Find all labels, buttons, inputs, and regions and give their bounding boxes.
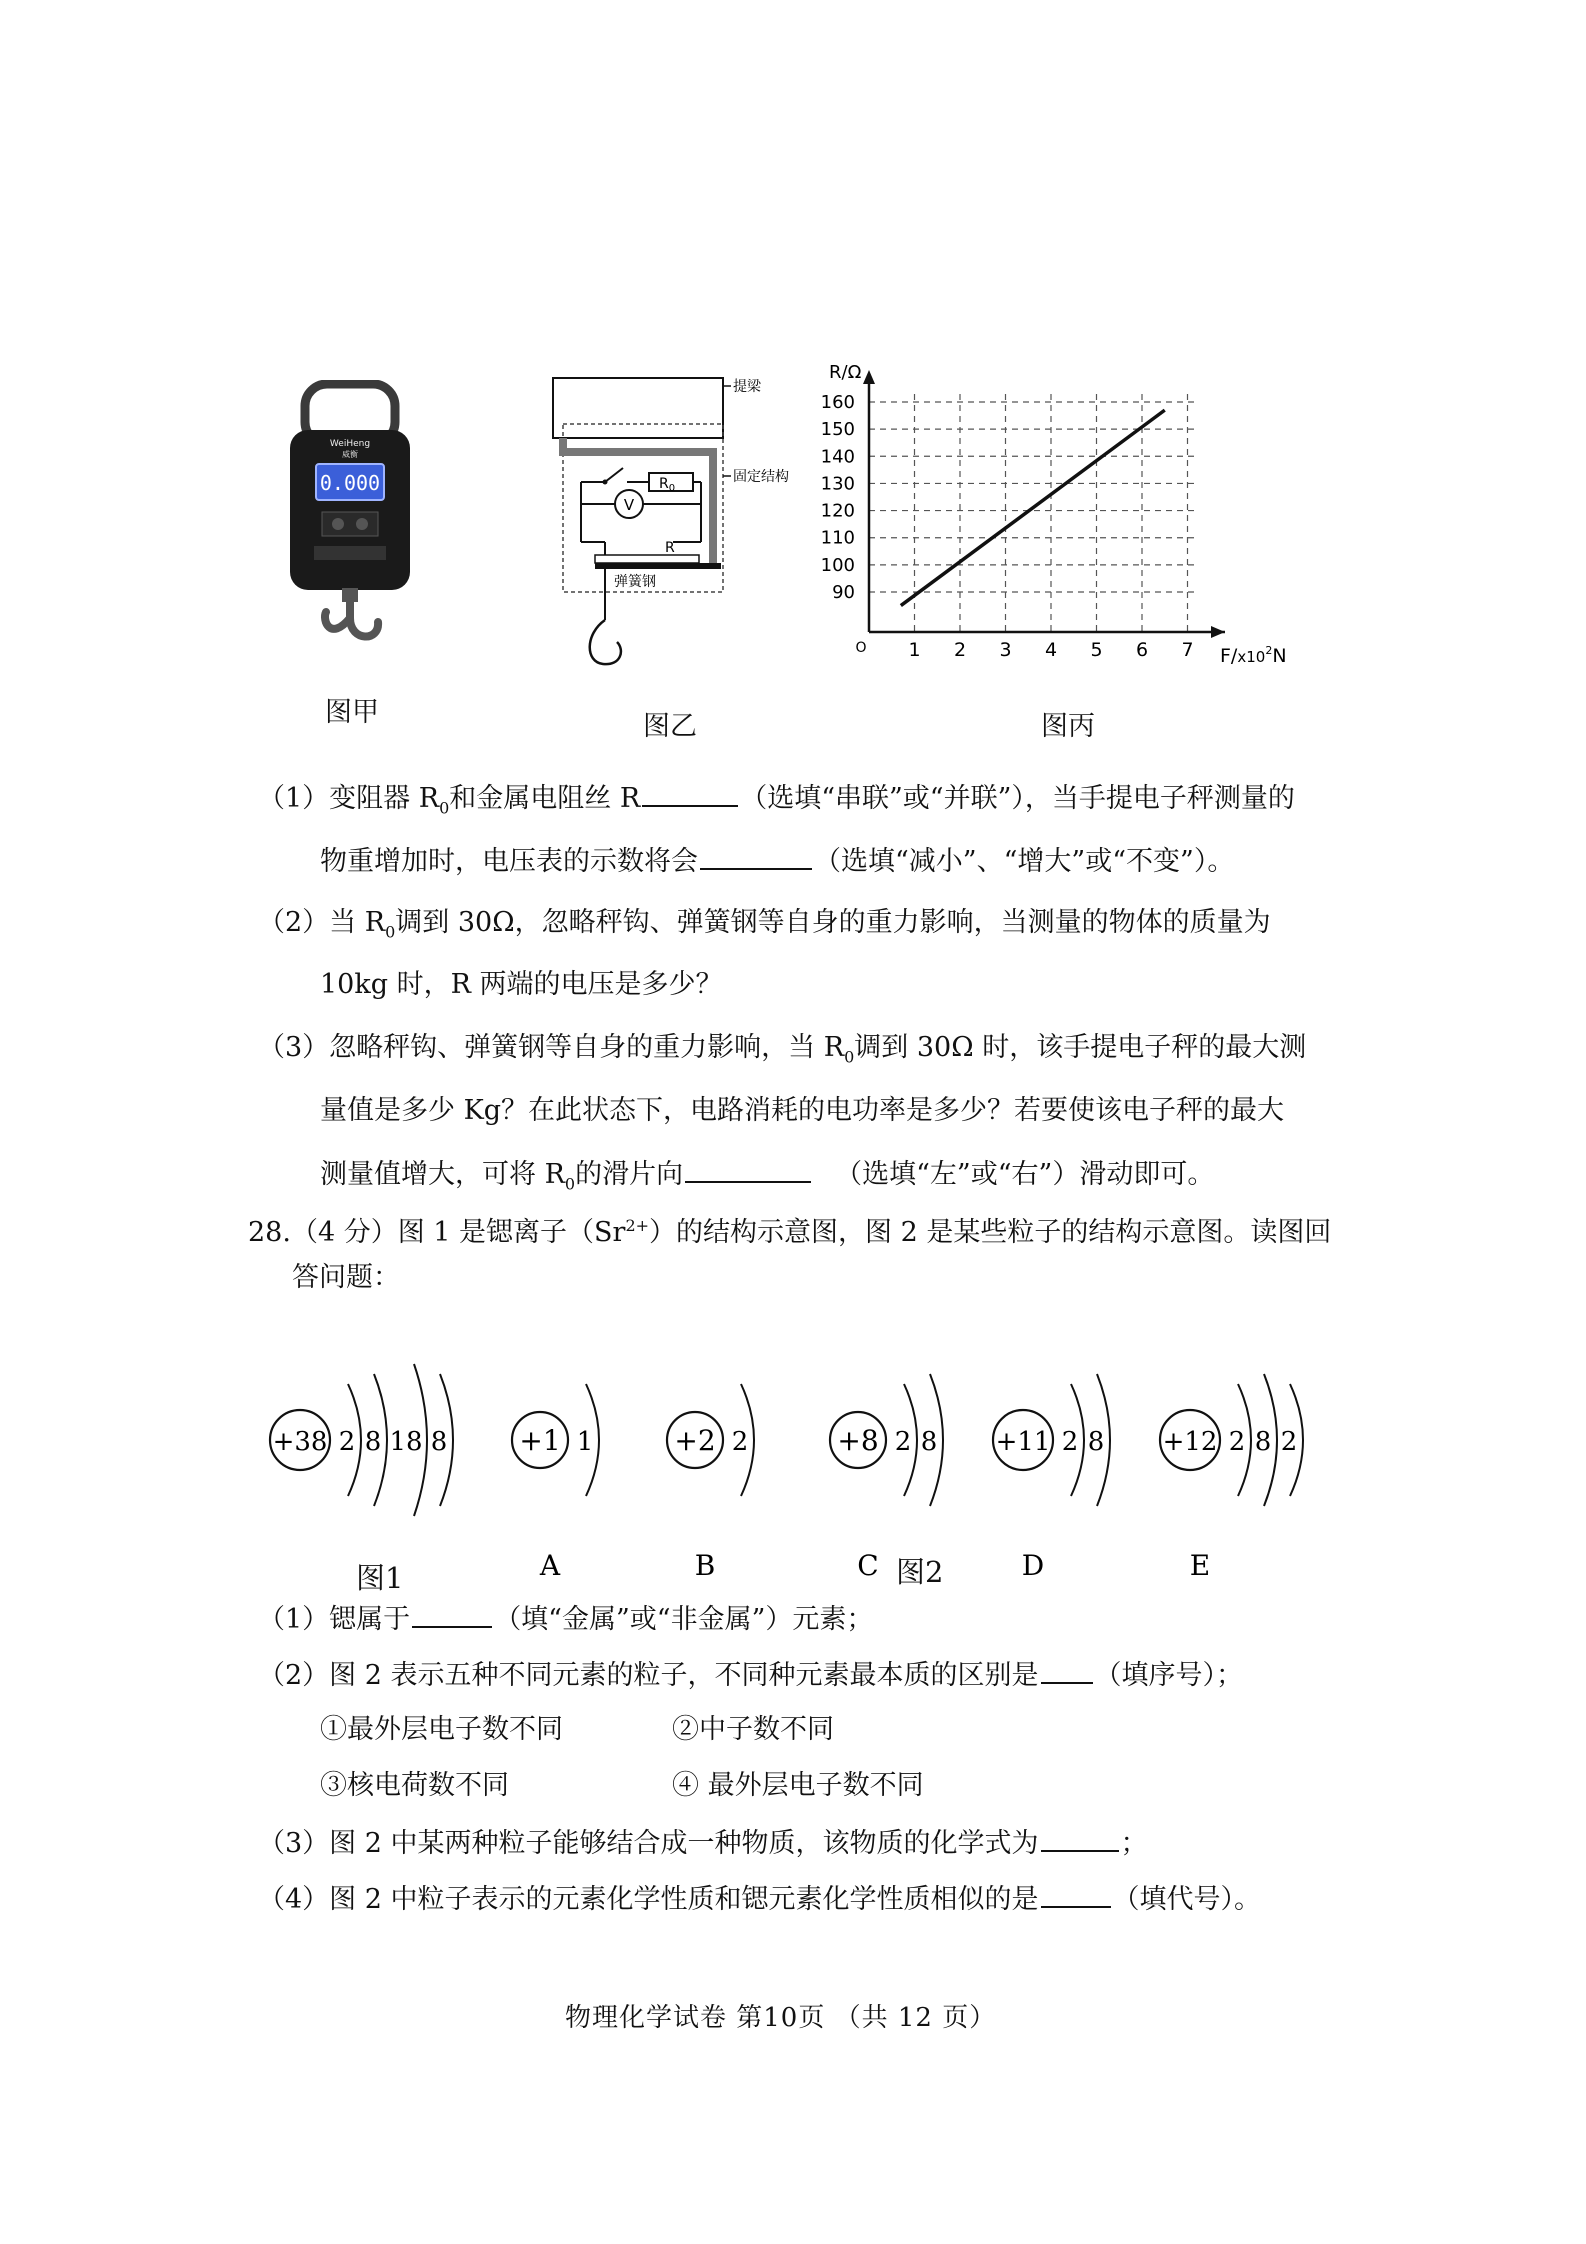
- q27-part1-line2: 物重增加时，电压表的示数将会 （选填“减小”、“增大”或“不变”）。: [320, 842, 1234, 880]
- caption-figure-yi: 图乙: [643, 711, 697, 742]
- shell-electron-count: 2: [1061, 1427, 1079, 1457]
- label-r0: $R_0$: [659, 476, 676, 494]
- answer-blank-formula[interactable]: [1041, 1824, 1119, 1852]
- nucleus-charge: +8: [837, 1424, 879, 1457]
- x-axis-label: $F/x10^2N$: [1220, 644, 1287, 667]
- scale-brand: WeiHeng: [329, 439, 371, 449]
- y-tick-label: 130: [820, 473, 855, 495]
- series-line: [901, 410, 1165, 605]
- x-tick-label: 2: [953, 639, 967, 661]
- caption-figure-bing: 图丙: [1041, 711, 1095, 742]
- scale-brand-cn: 威衡: [342, 450, 358, 459]
- y-tick-label: 140: [820, 446, 855, 468]
- particle-label: E: [1189, 1549, 1211, 1582]
- y-axis-label: R/Ω: [829, 362, 862, 383]
- nucleus-charge: +11: [995, 1427, 1051, 1457]
- shell-electron-count: 1: [576, 1427, 594, 1457]
- page-footer: 物理化学试卷 第10页 （共 12 页）: [565, 2003, 997, 2033]
- particle-label: B: [694, 1549, 716, 1582]
- x-tick-label: 4: [1044, 639, 1058, 661]
- atom-structure-diagrams: [250, 1300, 1330, 1600]
- scale-display: 0.000: [319, 471, 381, 495]
- shell-electron-count: 8: [364, 1427, 382, 1457]
- y-tick-label: 160: [820, 392, 855, 413]
- answer-blank-metal[interactable]: [412, 1600, 492, 1628]
- atom-diagram-D: [993, 1374, 1110, 1582]
- shell-electron-count: 8: [920, 1427, 938, 1457]
- q28-part3: （3）图 2 中某两种粒子能够结合成一种物质，该物质的化学式为 ；: [258, 1824, 1148, 1862]
- x-tick-label: 1: [908, 639, 921, 661]
- y-tick-label: 110: [820, 527, 855, 549]
- answer-blank-connection[interactable]: [642, 779, 738, 807]
- q27-part1-line1: （1）变阻器 $R_0$和金属电阻丝 R （选填“串联”或“并联”），当手提电子秤测量的: [258, 779, 1295, 826]
- caption-figure-jia: 图甲: [325, 697, 379, 728]
- answer-blank-voltmeter[interactable]: [700, 842, 812, 870]
- label-liftbeam: 提梁: [733, 379, 761, 395]
- electronic-scale-illustration: [270, 380, 440, 660]
- q28-option-3: ③核电荷数不同: [320, 1770, 509, 1801]
- shell-electron-count: 2: [1280, 1427, 1298, 1457]
- shell-electron-count: 2: [731, 1427, 749, 1457]
- q27-part3-line1: （3）忽略秤钩、弹簧钢等自身的重力影响，当 $R_0$调到 30Ω 时，该手提电子秤的最大测: [258, 1032, 1307, 1067]
- particle-label: A: [539, 1549, 561, 1582]
- y-axis-arrow: [863, 370, 875, 384]
- q27-part3-line3: 测量值增大，可将 $R_0$的滑片向 （选填“左”或“右”）滑动即可。: [320, 1155, 1214, 1202]
- nucleus-charge: +12: [1162, 1427, 1218, 1457]
- q28-stem-line1: 28.（4 分）图 1 是锶离子$(Sr^{2+})$的结构示意图，图 2 是某些粒子的结构示意图。读图回: [248, 1216, 1332, 1248]
- label-spring-steel: 弹簧钢: [614, 574, 656, 590]
- q28-option-1: ①最外层电子数不同: [320, 1714, 563, 1745]
- x-tick-label: 6: [1135, 639, 1149, 661]
- atom-structure-figures: [250, 1300, 1330, 1600]
- label-r: R: [665, 540, 675, 556]
- atom-diagram-sr: [270, 1364, 453, 1516]
- atom-diagram-B: [667, 1384, 754, 1582]
- nucleus-charge: +2: [674, 1424, 716, 1457]
- y-tick-label: 100: [820, 554, 855, 576]
- atom-diagram-E: [1160, 1374, 1303, 1582]
- q28-option-4: ④ 最外层电子数不同: [672, 1770, 924, 1801]
- shell-electron-count: 8: [1254, 1427, 1272, 1457]
- origin-label: O: [855, 640, 867, 656]
- y-tick-label: 120: [820, 500, 855, 522]
- label-fixed-structure: 固定结构: [733, 469, 789, 485]
- answer-blank-difference[interactable]: [1041, 1656, 1093, 1684]
- shell-electron-count: 2: [894, 1427, 912, 1457]
- circuit-diagram: [545, 372, 805, 672]
- shell-electron-count: 2: [338, 1427, 356, 1457]
- q28-option-2: ②中子数不同: [672, 1714, 834, 1745]
- q28-part2: （2）图 2 表示五种不同元素的粒子，不同种元素最本质的区别是 （填序号）；: [258, 1656, 1243, 1694]
- x-tick-label: 3: [999, 639, 1012, 661]
- caption-fig1: 图1: [356, 1561, 404, 1595]
- y-tick-label: 90: [832, 582, 855, 603]
- answer-blank-similar[interactable]: [1041, 1880, 1111, 1908]
- particle-label: C: [857, 1549, 879, 1582]
- nucleus-charge: +1: [519, 1424, 561, 1457]
- figure-jia: [270, 380, 440, 660]
- particle-label: D: [1021, 1549, 1045, 1582]
- figure-yi: [545, 372, 805, 672]
- answer-blank-slider[interactable]: [685, 1155, 811, 1183]
- q28-part4: （4）图 2 中粒子表示的元素化学性质和锶元素化学性质相似的是 （填代号）。: [258, 1880, 1261, 1918]
- figure-bing: [815, 360, 1335, 680]
- q27-part2-line2: 10kg 时，R 两端的电压是多少？: [320, 969, 723, 1000]
- y-tick-label: 150: [820, 419, 855, 441]
- q27-part3-line2: 量值是多少 Kg？在此状态下，电路消耗的电功率是多少？若要使该电子秤的最大: [320, 1095, 1285, 1126]
- shell-electron-count: 2: [1228, 1427, 1246, 1457]
- shell-electron-count: 8: [430, 1427, 448, 1457]
- x-tick-label: 5: [1090, 639, 1103, 661]
- x-axis-arrow: [1211, 626, 1225, 638]
- q28-part1: （1）锶属于 （填“金属”或“非金属”）元素；: [258, 1600, 873, 1638]
- atom-diagram-A: [512, 1384, 599, 1582]
- x-tick-label: 7: [1181, 639, 1194, 661]
- shell-electron-count: 18: [389, 1427, 423, 1457]
- nucleus-charge: +38: [272, 1427, 328, 1457]
- r-f-graph: [815, 360, 1335, 680]
- q28-stem-line2: 答问题：: [292, 1262, 400, 1293]
- q27-part2-line1: （2）当 $R_0$调到 30Ω，忽略秤钩、弹簧钢等自身的重力影响，当测量的物体的质量为: [258, 907, 1271, 942]
- caption-fig2: 图2: [896, 1555, 944, 1589]
- shell-electron-count: 8: [1087, 1427, 1105, 1457]
- voltmeter-symbol: V: [623, 496, 635, 514]
